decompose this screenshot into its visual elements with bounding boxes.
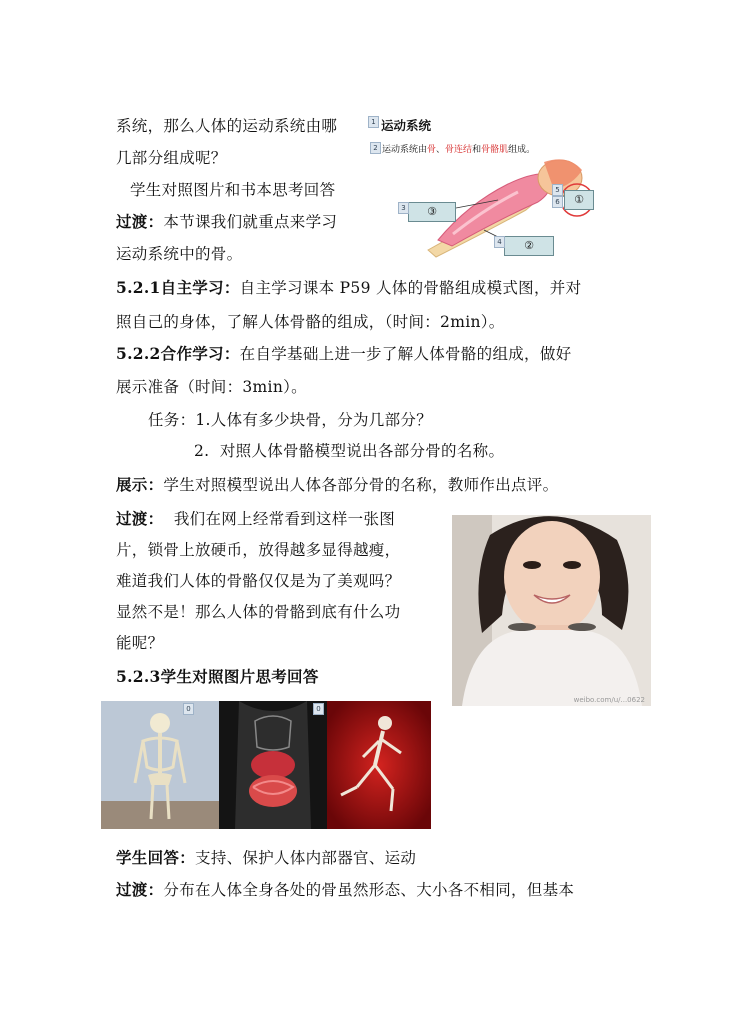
slide-subtitle: 运动系统由骨、骨连结和骨骼肌组成。 <box>382 145 536 155</box>
guodu-label: 过渡： <box>116 212 164 231</box>
slide-tag: 4 <box>494 236 505 248</box>
para-line: 运动系统中的骨。 <box>116 245 243 263</box>
running-image <box>327 701 431 829</box>
section-522-line: 5.2.2合作学习：在自学基础上进一步了解人体骨骼的组成，做好 <box>116 344 572 363</box>
section-heading: 5.2.2合作学习： <box>116 344 240 363</box>
slide-title: 运动系统 <box>381 118 432 133</box>
guodu2-line: 能呢？ <box>116 634 164 652</box>
guodu-text: 本节课我们就重点来学习 <box>163 213 338 231</box>
label-1: ① <box>564 190 594 210</box>
slide-tag: 1 <box>368 116 379 128</box>
para-line <box>116 212 337 232</box>
para-line: 学生对照图片和书本思考回答 <box>130 181 336 199</box>
slide-tag: 5 <box>552 184 563 196</box>
section-521-line: 照自己的身体，了解人体骨骼的组成，（时间：2min）。 <box>116 313 505 331</box>
guodu-label: 过渡： <box>116 509 164 528</box>
image-tag: 0 <box>313 703 324 715</box>
arm-muscle-illustration <box>368 112 608 262</box>
section-521-line: 5.2.1自主学习：自主学习课本 P59 人体的骨骼组成模式图，并对 <box>116 278 582 297</box>
zhanshi-line: 展示：学生对照模型说出人体各部分骨的名称，教师作出点评。 <box>116 475 559 494</box>
guodu2-line: 显然不是！那么人体的骨骼到底有什么功 <box>116 603 401 621</box>
slide-tag: 3 <box>398 202 409 214</box>
image-tag: 0 <box>183 703 194 715</box>
answer-label: 学生回答： <box>116 848 196 867</box>
skeleton-image <box>101 701 219 829</box>
slide-tag: 2 <box>370 142 381 154</box>
selfie-photo <box>452 515 651 706</box>
section-522-line: 展示准备（时间：3min）。 <box>116 378 307 396</box>
task-1: 任务：1.人体有多少块骨，分为几部分？ <box>148 411 432 429</box>
answer-line: 学生回答：支持、保护人体内部器官、运动 <box>116 848 417 867</box>
guodu2-line: 难道我们人体的骨骼仅仅是为了美观吗？ <box>116 572 401 590</box>
para-line: 系统，那么人体的运动系统由哪 <box>116 117 338 135</box>
guodu-label: 过渡： <box>116 880 164 899</box>
organs-image <box>219 701 327 829</box>
bone-function-images <box>101 701 431 829</box>
task-2: 2. 对照人体骨骼模型说出各部分骨的名称。 <box>194 442 505 460</box>
guodu2-line: 过渡： 我们在网上经常看到这样一张图 <box>116 509 396 528</box>
guodu2-line: 片，锁骨上放硬币，放得越多显得越瘦， <box>116 541 401 559</box>
section-heading: 5.2.1自主学习： <box>116 278 240 297</box>
portrait-illustration <box>452 515 651 706</box>
section-523-heading: 5.2.3学生对照图片思考回答 <box>116 667 319 686</box>
zhanshi-label: 展示： <box>116 475 164 494</box>
para-line: 几部分组成呢？ <box>116 149 227 167</box>
motion-system-slide <box>368 112 608 262</box>
guodu3-line: 过渡：分布在人体全身各处的骨虽然形态、大小各不相同，但基本 <box>116 880 575 899</box>
label-2: ② <box>504 236 554 256</box>
slide-tag: 6 <box>552 196 563 208</box>
photo-watermark: weibo.com/u/...0622 <box>573 696 645 704</box>
label-3: ③ <box>408 202 456 222</box>
